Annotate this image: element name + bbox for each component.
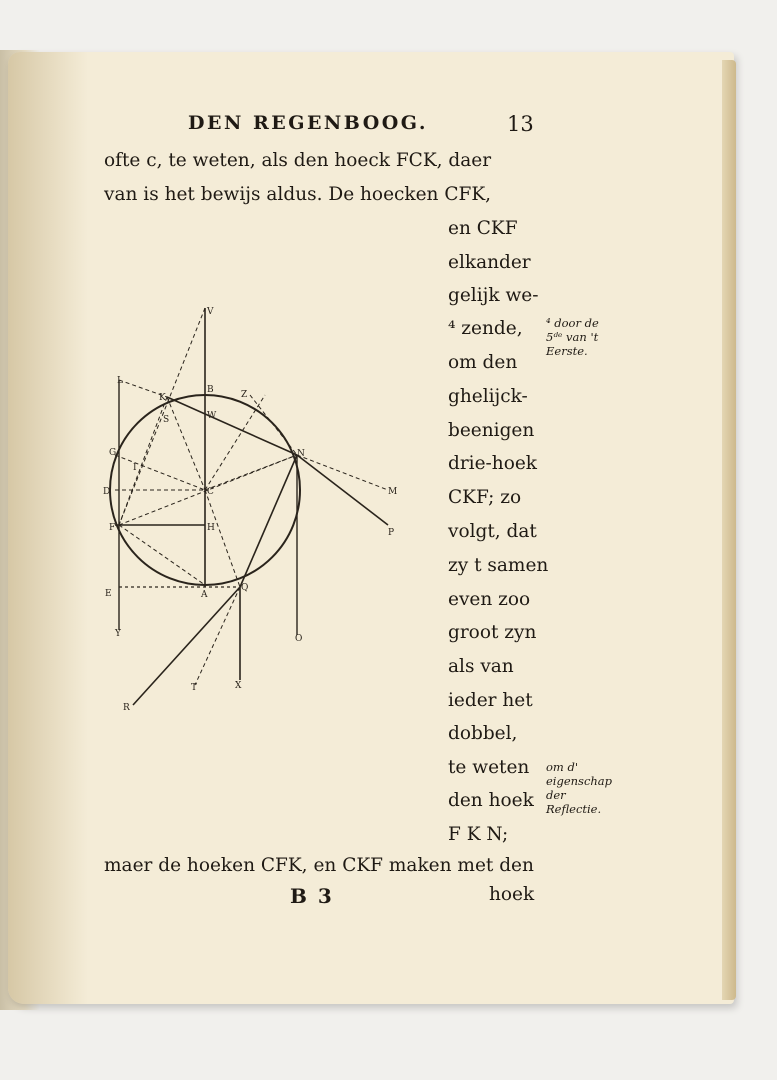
column-line: ieder het [448, 690, 533, 711]
label-V: V [207, 307, 214, 317]
margin-note: ⁴ door de 5ᵈᵉ van 't Eerste. [546, 316, 599, 358]
label-G: G [109, 448, 117, 458]
column-line: en CKF [448, 218, 518, 239]
column-line: ⁴ zende, [448, 318, 523, 339]
column-line: even zoo [448, 589, 531, 610]
label-Z: Z [241, 390, 248, 400]
text-line: van is het bewijs aldus. De hoecken CFK, [104, 184, 492, 205]
column-line: om den [448, 352, 518, 373]
column-line: groot zyn [448, 622, 537, 643]
label-O: O [295, 634, 303, 644]
label-D: D [103, 487, 111, 497]
label-N: N [297, 449, 305, 459]
label-I: I [133, 463, 137, 473]
column-line: als van [448, 656, 514, 677]
column-line: drie-hoek [448, 453, 538, 474]
label-X: X [235, 681, 242, 691]
label-R: R [123, 703, 130, 713]
margin-note: om d' eigenschap der Reflectie. [546, 760, 613, 816]
rainbow-geometry-figure [95, 300, 415, 720]
column-line: ghelijck- [448, 386, 528, 407]
label-E: E [105, 589, 112, 599]
label-C: C [207, 487, 214, 497]
running-title: DEN REGENBOOG. [188, 112, 428, 134]
label-T: T [191, 683, 198, 693]
signature-mark: B 3 [290, 884, 334, 908]
page-number: 13 [507, 112, 534, 136]
label-M: M [388, 487, 398, 497]
column-line: gelijk we- [448, 285, 539, 306]
label-F: F [109, 523, 116, 533]
column-line: elkander [448, 252, 531, 273]
label-K: K [159, 393, 166, 403]
column-line: dobbel, [448, 723, 518, 744]
column-line: CKF; zo [448, 487, 522, 508]
column-line: beenigen [448, 420, 535, 441]
column-line: volgt, dat [448, 521, 537, 542]
label-A: A [201, 590, 208, 600]
column-line: te weten [448, 757, 530, 778]
catchword: hoek [489, 884, 535, 905]
page-fold-shading [8, 52, 88, 1004]
label-B: B [207, 385, 214, 395]
text-line: ofte c, te weten, als den hoeck FCK, daer [104, 150, 492, 171]
label-Q: Q [241, 583, 249, 593]
text-line: maer de hoeken CFK, en CKF maken met den [104, 855, 534, 876]
column-line: F K N; [448, 824, 509, 845]
column-line: den hoek [448, 790, 534, 811]
label-W: W [207, 411, 217, 421]
label-H: H [207, 523, 215, 533]
column-line: zy t samen [448, 555, 549, 576]
label-L: L [117, 376, 123, 386]
page-edges [722, 60, 736, 1000]
label-P: P [388, 528, 395, 538]
label-Y: Y [115, 629, 121, 639]
label-S: S [163, 415, 170, 425]
